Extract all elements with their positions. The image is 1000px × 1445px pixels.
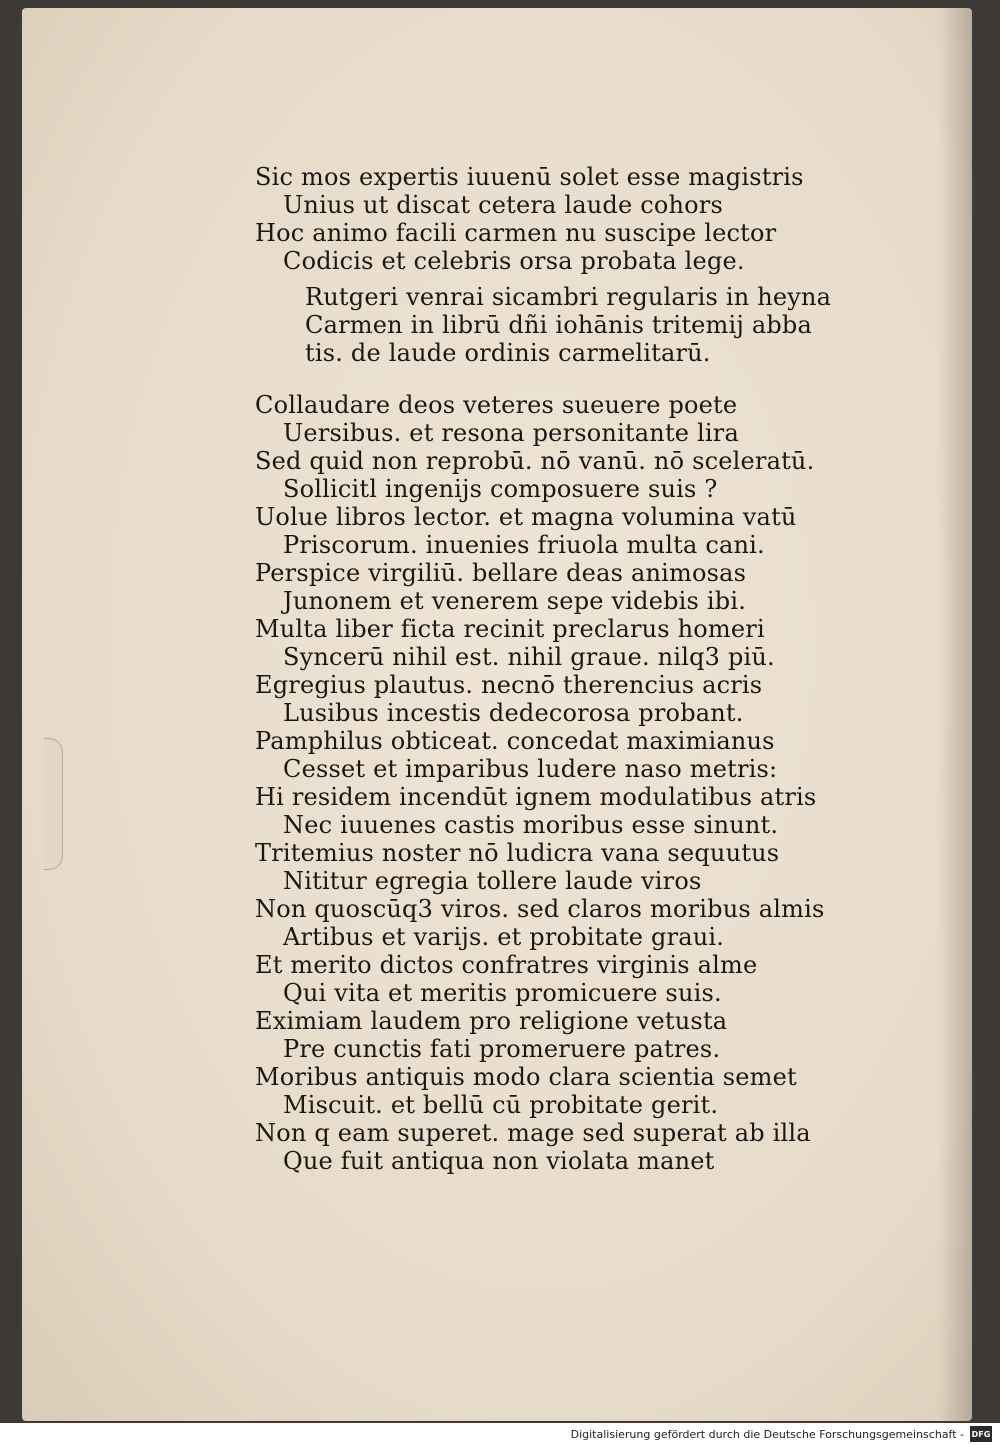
poem-heading [255,283,832,367]
text-line: Priscorum. inuenies friuola multa cani. [283,531,765,559]
text-line: tis. de laude ordinis carmelitarū. [305,339,711,367]
dfg-logo-icon: DFG [970,1426,992,1442]
text-line: Qui vita et meritis promicuere suis. [283,979,722,1007]
poem-main [255,391,825,1175]
page-edge-shadow [938,8,972,1421]
text-line: Et merito dictos confratres virginis alme [255,951,758,979]
text-line: Non q eam superet. mage sed superat ab illa [255,1119,811,1147]
text-line: Junonem et venerem sepe videbis ibi. [283,587,747,615]
text-line: Uolue libros lector. et magna volumina vatū [255,503,797,531]
text-line: Collaudare deos veteres sueuere poete [255,391,738,419]
text-line: Nititur egregia tollere laude viros [283,867,702,895]
text-line: Que fuit antiqua non violata manet [283,1147,715,1175]
text-line: Eximiam laudem pro religione vetusta [255,1007,728,1035]
footer-bar [0,1423,1000,1445]
text-line: Rutgeri venrai sicambri regularis in heyna [305,283,832,311]
footer-credit: Digitalisierung gefördert durch die Deutsche Forschungsgemeinschaft - [570,1427,964,1441]
text-line: Cesset et imparibus ludere naso metris: [283,755,778,783]
text-line: Uersibus. et resona personitante lira [283,419,739,447]
text-line: Miscuit. et bellū cū probitate gerit. [283,1091,719,1119]
text-line: Artibus et varijs. et probitate graui. [283,923,725,951]
text-line: Codicis et celebris orsa probata lege. [283,247,745,275]
text-line: Pamphilus obticeat. concedat maximianus [255,727,775,755]
text-line: Tritemius noster nō ludicra vana sequutus [255,839,780,867]
text-line: Multa liber ficta recinit preclarus homeri [255,615,765,643]
text-line: Perspice virgiliū. bellare deas animosas [255,559,747,587]
page-fold-mark [44,738,63,870]
text-line: Pre cunctis fati promeruere patres. [283,1035,721,1063]
text-line: Syncerū nihil est. nihil graue. nilq3 piū. [283,643,775,671]
text-line: Non quoscūq3 viros. sed claros moribus almis [255,895,825,923]
text-line: Hoc animo facili carmen nu suscipe lector [255,219,777,247]
text-line: Hi residem incendūt ignem modulatibus atris [255,783,817,811]
text-line: Sollicitl ingenijs composuere suis ? [283,475,718,503]
text-line: Unius ut discat cetera laude cohors [283,191,723,219]
text-line: Nec iuuenes castis moribus esse sinunt. [283,811,779,839]
text-line: Egregius plautus. necnō therencius acris [255,671,763,699]
text-line: Sic mos expertis iuuenū solet esse magistris [255,163,804,191]
poem-intro [255,163,804,275]
text-line: Carmen in librū dñi iohānis tritemij abba [305,311,813,339]
text-line: Lusibus incestis dedecorosa probant. [283,699,744,727]
poem-text-block [255,163,832,1175]
text-line: Moribus antiquis modo clara scientia semet [255,1063,797,1091]
text-line: Sed quid non reprobū. nō vanū. nō sceleratū. [255,447,815,475]
